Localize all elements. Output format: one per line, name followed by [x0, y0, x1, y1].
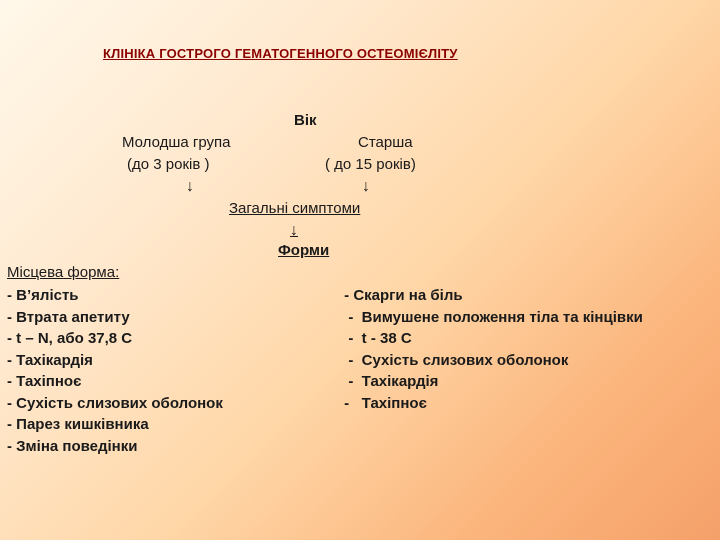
- list-item: - Тахіпноє: [340, 394, 427, 412]
- list-item: - Парез кишківника: [7, 416, 149, 433]
- young-group-label: Молодша група: [122, 134, 231, 151]
- down-arrow-icon: ↓: [290, 222, 298, 239]
- list-item: - t – N, або 37,8 С: [7, 330, 133, 347]
- list-item: - Сухість слизових оболонок: [340, 351, 569, 369]
- down-arrow-icon: ↓: [362, 178, 370, 195]
- slide-title: КЛІНІКА ГОСТРОГО ГЕМАТОГЕННОГО ОСТЕОМІЄЛІТУ: [103, 46, 458, 61]
- list-item: - Зміна поведінки: [7, 437, 138, 455]
- general-symptoms-label: Загальні симптоми: [229, 200, 361, 217]
- list-item: - Тахіпноє: [7, 373, 82, 390]
- old-age-range: ( до 15 років): [325, 156, 416, 173]
- age-heading: Вік: [294, 112, 317, 129]
- general-symptom-list: [340, 285, 643, 414]
- list-item: - Втрата апетиту: [7, 308, 130, 326]
- list-item: - Тахікардія: [340, 373, 439, 390]
- list-item: - Скарги на біль: [340, 287, 463, 304]
- forms-label: Форми: [278, 242, 330, 259]
- list-item: - Тахікардія: [7, 351, 93, 369]
- down-arrow-icon: ↓: [186, 178, 194, 195]
- old-group-label: Старша: [358, 134, 413, 151]
- list-item: - t - 38 С: [340, 330, 412, 347]
- local-form-heading: Місцева форма:: [7, 264, 120, 281]
- list-item: - Вимушене положення тіла та кінцівки: [340, 308, 643, 326]
- young-age-range: (до 3 років ): [127, 156, 210, 173]
- local-form-symptom-list: [7, 285, 223, 457]
- list-item: - В’ялість: [7, 287, 79, 304]
- list-item: - Сухість слизових оболонок: [7, 394, 223, 412]
